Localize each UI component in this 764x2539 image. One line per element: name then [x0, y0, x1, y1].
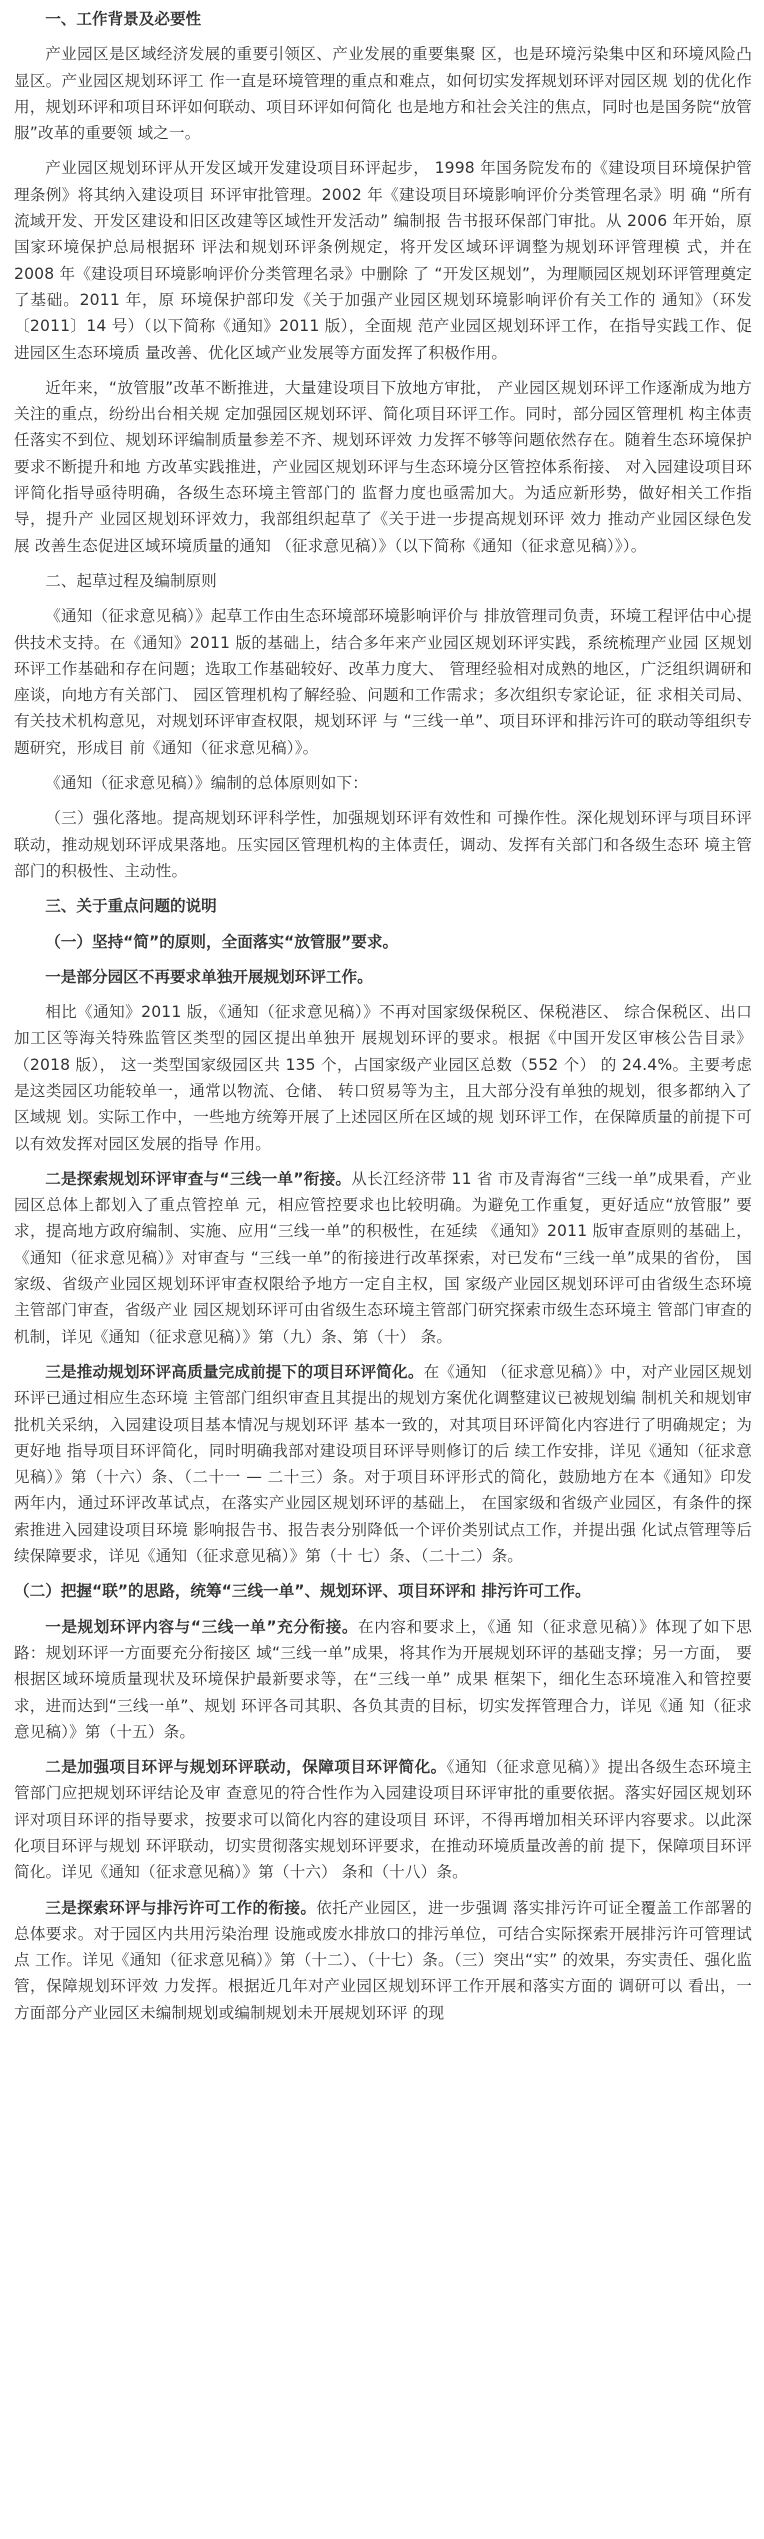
paragraph-project-eia-simplification [14, 1359, 752, 1569]
paragraph-body: 从长江经济带 11 省 市及青海省“三线一单”成果看，产业园区总体上都划入了重点管控单 元，相应管控要求也比较明确。为避免工作重复，更好适应“放管服” 要求，提高地方政府编制、实施、应用“三线一单”的积极性，在延续 《通知》2011 版审查原则的基础上，《通知（征求意见稿）》对审查与 “三线一单”的衔接进行改革探索，对已发布“三线一单”成果的省份， 国家级、省级产业园区规划环评审查权限给予地方一定自主权，国 家级产业园区规划环评可由省级生态环境主管部门审查，省级产业 园区规划环评可由省级生态环境主管部门研究探索市级生态环境主 管部门审查的机制，详见《通知（征求意见稿）》第（九）条、第（十） 条。 [14, 1169, 752, 1346]
paragraph-no-separate-eia: 相比《通知》2011 版，《通知（征求意见稿）》不再对国家级保税区、保税港区、 综合保税区、出口加工区等海关特殊监管区类型的园区提出单独开 展规划环评的要求。根据《中国开发区审核公告目录》（2018 版）， 这一类型国家级园区共 135 个，占国家级产业园区总数（552 个） 的 24.4%。主要考虑是这类园区功能较单一，通常以物流、仓储、 转口贸易等为主，且大部分没有单独的规划，很多都纳入了区域规 划。实际工作中，一些地方统筹开展了上述园区所在区域的规 划环评工作，在保障质量的前提下可以有效发挥对园区发展的指导 作用。 [14, 1003, 752, 1153]
paragraph-background-2: 产业园区规划环评从开发区域开发建设项目环评起步， 1998 年国务院发布的《建设项目环境保护管理条例》将其纳入建设项目 环评审批管理。2002 年《建设项目环境影响评价分类管理名录》明 确 “所有流域开发、开发区建设和旧区改建等区域性开发活动” 编制报 告书报环保部门审批。从 2006 年开始，原国家环境保护总局根据环 评法和规划环评条例规定，将开发区域环评调整为规划环评管理模 式，并在 2008 年《建设项目环境影响评价分类管理名录》中删除 了 “开发区规划”，为理顺园区规划环评管理奠定了基础。2011 年，原 环境保护部印发《关于加强产业园区规划环境影响评价有关工作的 通知》（环发〔2011〕14 号）（以下简称《通知》2011 版），全面规 范产业园区规划环评工作，在指导实践工作、促进园区生态环境质 量改善、优化区域产业发展等方面发挥了积极作用。 [14, 159, 752, 362]
paragraph-drafting-process: 《通知（征求意见稿）》起草工作由生态环境部环境影响评价与 排放管理司负责，环境工程评估中心提供技术支持。在《通知》2011 版的基础上，结合多年来产业园区规划环评实践，系统梳理产业园 区规划环评工作基础和存在问题；选取工作基础较好、改革力度大、 管理经验相对成熟的地区，广泛组织调研和座谈，向地方有关部门、 园区管理机构了解经验、问题和工作需求；多次组织专家论证，征 求相关司局、有关技术机构意见，对规划环评审查权限，规划环评 与 “三线一单”、项目环评和排污许可的联动等组织专题研究，形成目 前《通知（征求意见稿）》。 [14, 607, 752, 757]
point-heading-no-separate-eia: 一是部分园区不再要求单独开展规划环评工作。 [45, 967, 373, 986]
paragraph-background-3: 近年来，“放管服”改革不断推进，大量建设项目下放地方审批， 产业园区规划环评工作逐渐成为地方关注的重点，纷纷出台相关规 定加强园区规划环评、简化项目环评工作。同时，部分园区管理机 构主体责任落实不到位、规划环评编制质量参差不齐、规划环评效 力发挥不够等问题依然存在。随着生态环境保护要求不断提升和地 方改革实践推进，产业园区规划环评与生态环境分区管控体系衔接、 对入园建设项目环评简化指导亟待明确，各级生态环境主管部门的 监督力度也亟需加大。为适应新形势，做好相关工作指导，提升产 业园区规划环评效力，我部组织起草了《关于进一步提高规划环评 效力 推动产业园区绿色发展 改善生态促进区域环境质量的通知 （征求意见稿）》（以下简称《通知（征求意见稿）》）。 [14, 378, 752, 555]
lead-phrase: 三是推动规划环评高质量完成前提下的项目环评简化。 [45, 1362, 424, 1381]
section-heading-drafting-process: 二、起草过程及编制原则 [45, 571, 217, 590]
paragraph-content-linkage [14, 1614, 752, 1745]
paragraph-body: 在内容和要求上，《通 知（征求意见稿）》体现了如下思路：规划环评一方面要充分衔接区 域“三线一单”成果，将其作为开展规划环评的基础支撑；另一方面， 要根据区域环境质量现状及环境保护最新要求等，在“三线一单” 成果 框架下，细化生态环境准入和管控要求，进而达到“三线一单”、规划 环评各司其职、各负其责的目标，切实发挥管理合力，详见《通 知（征求意见稿）》第（十五）条。 [14, 1617, 752, 1741]
paragraph-body: 依托产业园区，进一步强调 落实排污许可证全覆盖工作部署的总体要求。对于园区内共用污染治理 设施或废水排放口的排污单位，可结合实际探索开展排污许可管理试点 工作。详见《通知（征求意见稿）》第（十二）、（十七）条。（三）突出“实” 的效果，夯实责任、强化监管，保障规划环评效 力发挥。根据近几年对产业园区规划环评工作开展和落实方面的 调研可以 看出，一方面部分产业园区未编制规划或编制规划未开展规划环评 的现 [14, 1898, 752, 2022]
lead-phrase: 三是探索环评与排污许可工作的衔接。 [45, 1898, 317, 1917]
section-heading-key-issues: 三、关于重点问题的说明 [45, 897, 217, 916]
paragraph-permit-linkage [14, 1895, 752, 2026]
subsection-heading-simplify: （一）坚持“简”的原则，全面落实“放管服”要求。 [45, 932, 399, 951]
paragraph-body: 在《通知 （征求意见稿）》中，对产业园区规划环评已通过相应生态环境 主管部门组织审查且其提出的规划方案优化调整建议已被规划编 制机关和规划审批机关采纳，入园建设项目基本情况与规划环评 基本一致的，对其项目环评简化内容进行了明确规定；为更好地 指导项目环评简化，同时明确我部对建设项目环评导则修订的后 续工作安排，详见《通知（征求意见稿）》第（十六）条、（二十一 — 二十三）条。对于项目环评形式的简化，鼓励地方在本《通知》印发 两年内，通过环评改革试点，在落实产业园区规划环评的基础上， 在国家级和省级产业园区，有条件的探索推进入园建设项目环境 影响报告书、报告表分别降低一个评价类别试点工作，并提出强 化试点管理等后续保障要求，详见《通知（征求意见稿）》第（十 七）条、（二十二）条。 [14, 1362, 752, 1566]
lead-phrase: 一是规划环评内容与“三线一单”充分衔接。 [45, 1617, 359, 1636]
paragraph-principle-three: （三）强化落地。提高规划环评科学性，加强规划环评有效性和 可操作性。深化规划环评与项目环评联动，推动规划环评成果落地。压实园区管理机构的主体责任，调动、发挥有关部门和各级生态环 境主管部门的积极性、主动性。 [14, 809, 752, 880]
paragraph-three-lines-review [14, 1166, 752, 1350]
paragraph-project-planning-linkage [14, 1754, 752, 1885]
paragraph-body: 《通知（征求意见稿）》提出各级生态环境主管部门应把规划环评结论及审 查意见的符合性作为入园建设项目环评审批的重要依据。落实好园区规划环评对项目环评的指导要求，按要求可以简化内容的建设项目 环评，不得再增加相关环评内容要求。以此深化项目环评与规划 环评联动，切实贯彻落实规划环评要求，在推动环境质量改善的前 提下，保障项目环评简化。详见《通知（征求意见稿）》第（十六） 条和（十八）条。 [14, 1758, 752, 1882]
lead-phrase: 二是探索规划环评审查与“三线一单”衔接。 [45, 1169, 352, 1188]
paragraph-principles-intro: 《通知（征求意见稿）》编制的总体原则如下： [45, 774, 369, 793]
paragraph-background-1: 产业园区是区域经济发展的重要引领区、产业发展的重要集聚 区，也是环境污染集中区和环境风险凸显区。产业园区规划环评工 作一直是环境管理的重点和难点，如何切实发挥规划环评对园区规 划的优化作用，规划环评和项目环评如何联动、项目环评如何简化 也是地方和社会关注的焦点，同时也是国务院“放管服”改革的重要领 域之一。 [14, 45, 752, 143]
subsection-heading-linkage: （二）把握“联”的思路，统筹“三线一单”、规划环评、项目环评和 排污许可工作。 [14, 1582, 591, 1601]
lead-phrase: 二是加强项目环评与规划环评联动，保障项目环评简化。 [45, 1758, 447, 1777]
section-heading-background: 一、工作背景及必要性 [45, 10, 202, 28]
